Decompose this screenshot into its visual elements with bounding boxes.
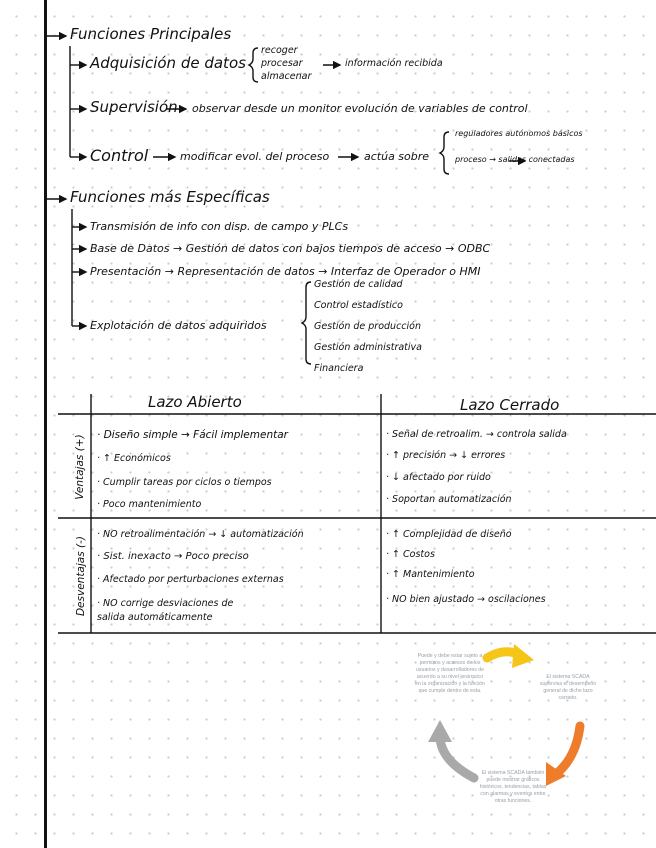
adquisicion-item: almacenar (261, 71, 312, 82)
list-item: · Afectado por perturbaciones externas (97, 574, 284, 585)
especificas-title: Funciones más Específicas (70, 188, 270, 206)
explotacion-item: Control estadístico (314, 300, 403, 311)
row-header-advantages: Ventajas (+) (74, 434, 86, 500)
list-item: · ↑ Complejidad de diseño (386, 529, 512, 540)
list-item: salida automáticamente (97, 612, 213, 623)
adquisicion-label: Adquisición de datos (90, 54, 246, 72)
list-item: · Diseño simple → Fácil implementar (97, 429, 288, 441)
list-item: · Poco mantenimiento (97, 499, 202, 510)
list-item: · Señal de retroalim. → controla salida (386, 429, 567, 440)
list-item: · Sist. inexacto → Poco preciso (97, 551, 249, 562)
supervision-text: observar desde un monitor evolución de variables de control (192, 102, 528, 115)
col-header-closed: Lazo Cerrado (460, 396, 560, 414)
especificas-item: Base de Datos → Gestión de datos con bajos tiempos de acceso → ODBC (90, 242, 491, 255)
cycle-text-left: Puede y debe estar sujeto a permisos y accesos de los usuarios y desarrolladores de acuerdo a su nivel jerárquico en la organización y la función que cumple dentro de esta. (415, 653, 485, 695)
list-item: · Soportan automatización (386, 494, 512, 505)
cycle-arrow-gray (428, 720, 474, 778)
supervision-label: Supervisión (90, 98, 178, 116)
control-target: proceso → salidas conectadas (455, 155, 575, 164)
list-item: · NO bien ajustado → oscilaciones (386, 594, 546, 605)
row-header-disadvantages: Desventajas (-) (75, 535, 87, 617)
explotacion-label: Explotación de datos adquiridos (90, 319, 267, 332)
adquisicion-item: recoger (261, 45, 298, 56)
cycle-arrow-orange (546, 726, 580, 786)
control-label: Control (90, 146, 149, 165)
list-item: · ↑ precisión → ↓ errores (386, 450, 506, 461)
list-item: · ↓ afectado por ruido (386, 472, 491, 483)
cycle-text-right: El sistema SCADA supervisa el desempeño general de dicho lazo cerrado. (539, 674, 597, 702)
adquisicion-result: información recibida (345, 58, 443, 69)
explotacion-item: Gestión administrativa (314, 342, 422, 353)
cycle-text-bottom: El sistema SCADA también puede mostrar gráficos históricos, tendencias, tablas con alarmas y eventos entre otras funciones. (479, 770, 547, 805)
list-item: · ↑ Económicos (97, 453, 171, 464)
control-target: reguladores autónomos básicos (455, 129, 583, 138)
especificas-item: Presentación → Representación de datos → Interfaz de Operador o HMI (90, 265, 481, 278)
explotacion-item: Gestión de producción (314, 321, 421, 332)
list-item: · ↑ Mantenimiento (386, 569, 475, 580)
list-item: · Cumplir tareas por ciclos o tiempos (97, 477, 272, 488)
cycle-arrow-yellow (487, 644, 534, 668)
explotacion-item: Gestión de calidad (314, 279, 403, 290)
principales-title: Funciones Principales (70, 25, 232, 43)
list-item: · NO corrige desviaciones de (97, 598, 234, 609)
list-item: · ↑ Costos (386, 549, 435, 560)
adquisicion-item: procesar (261, 58, 303, 69)
explotacion-item: Financiera (314, 363, 364, 374)
list-item: · NO retroalimentación → ↓ automatización (97, 529, 304, 540)
especificas-item: Transmisión de info con disp. de campo y PLCs (90, 220, 349, 233)
col-header-open: Lazo Abierto (148, 393, 242, 411)
control-text-2: actúa sobre (364, 150, 430, 163)
control-text: modificar evol. del proceso (180, 150, 330, 163)
